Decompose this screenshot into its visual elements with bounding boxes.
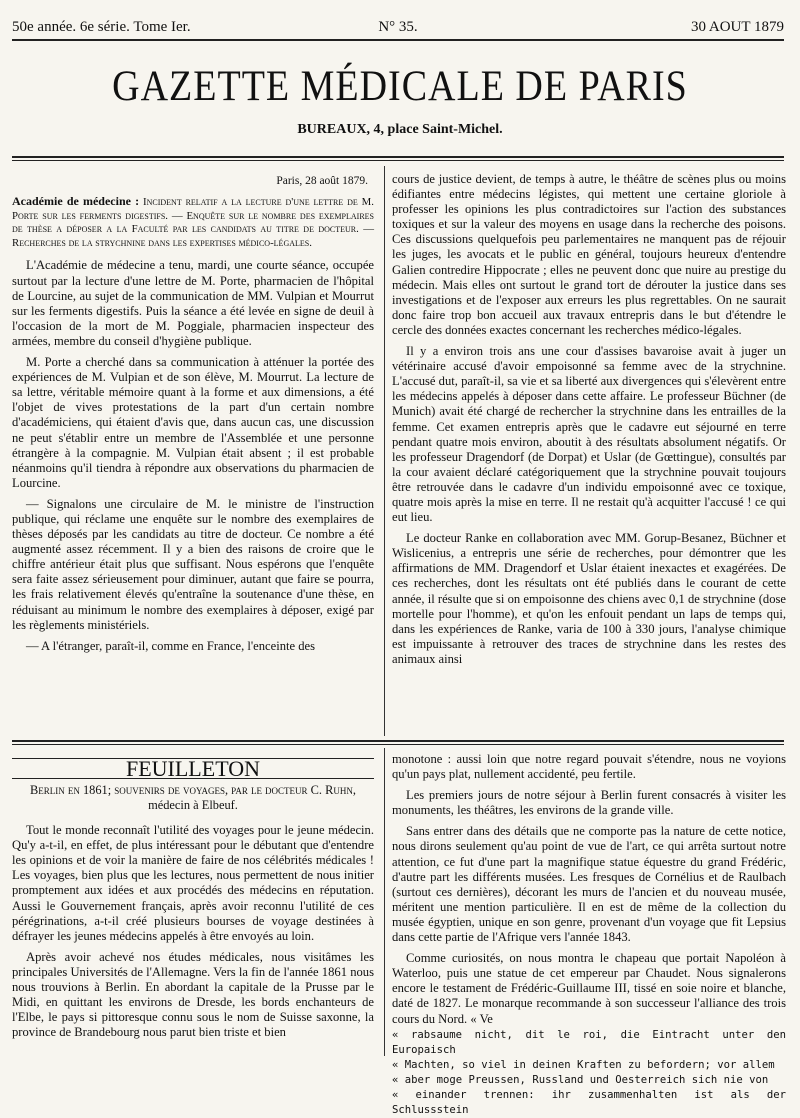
paragraph: Les premiers jours de notre séjour à Berlin furent consacrés à visiter les monuments, les théâtres, les environs de la grande ville. xyxy=(392,788,786,818)
masthead-rule-thin xyxy=(12,160,784,161)
quote-line: « aber moge Preussen, Russland und Oesterreich sich nie von xyxy=(392,1073,769,1086)
issue-number: N° 35. xyxy=(378,19,418,35)
summary-lead: Académie de médecine : xyxy=(12,194,140,209)
paragraph: Il y a environ trois ans une cour d'assises bavaroise avait à juger un vétérinaire accusé d'avoir empoisonné sa femme avec de la strychnine. L'accusé dut, paraît-il, sa vie et sa liberté aux divergences qui s'élevèrent entre les médecins appelés à déposer dans cette affaire. Le professeur Büchner (de Munich) avait été chargé de rechercher la strychnine dans les entrailles de la femme. Cet examen entrepris après que le cadavre eut séjourné en terre pendant quatre mois environ, aboutit à des résultats absolument négatifs. Or les professeur Dragendorf (de Dorpat) et Uslar (de Gœttingue), consultés par la cour avaient déclaré catégoriquement que la strychnine pouvait toujours être retrouvée dans le cadavre d'un individu empoisonné avec ce toxique, quatre mois après la mise en terre. Il ne restait qu'à acquitter l'accusé ! ce qui eut lieu. xyxy=(392,344,786,525)
feuilleton-subtitle-place: , médecin à Elbeuf. xyxy=(148,783,356,813)
feuilleton-subtitle-by: ; souvenirs de voyages, par le docteur xyxy=(107,783,311,798)
paragraph: Tout le monde reconnaît l'utilité des voyages pour le jeune médecin. Qu'y a-t-il, en effet, de plus intéressant pour le débutant que d'entendre les opinions et de voir la manière de faire de nos célébrités médicales ! Les voyages, bien plus que les lectures, nous permettent de nous initier promptement aux idées et aux procédés des médecins en réputation. Aussi le Gouvernement français, après avoir reconnu l'utilité de ces pérégrinations, a-t-il créé plusieurs bourses de voyage destinées à défrayer les jeunes médecins appelés à être envoyés au loin. xyxy=(12,823,374,943)
feuilleton-subtitle xyxy=(12,783,374,813)
feuilleton-column-1 xyxy=(12,752,374,1057)
paragraph: M. Porte a cherché dans sa communication à atténuer la portée des expériences de M. Vulpian et de son élève, M. Mourrut. La lecture de sa lettre, véritable mémoire quant à la forme et aux dimensions, a été l'objet de vives protestations de la part d'un certain nombre d'académiciens, qui étaient d'avis que, dans aucun cas, une discussion ne peut s'établir entre un membre de l'Assemblée et une personne étrangère à la compagnie. M. Vulpian était absent ; il est probable néanmoins qu'il tiendra à répondre aux observations du pharmacien de Lourcine. xyxy=(12,355,374,490)
issue-line xyxy=(12,6,784,41)
feuilleton-rule xyxy=(12,740,784,742)
paragraph: Le docteur Ranke en collaboration avec MM. Gorup-Besanez, Büchner et Wislicenius, a entrepris une série de recherches, pour démontrer que les affirmations de MM. Dragendorf et Uslar étaient inexactes et exagérées. De ces recherches, dont les résultats ont été publiés dans le courant de cette année, il résulte que si on empoisonne des chiens avec 0,1 de strychnine (dose mortelle pour l'homme), et qu'on les enfouit pendant un laps de temps qui, dans les expériences de Ranke, varia de 100 à 330 jours, l'analyse chimique est impuissante à retrouver des traces de strychnine dans les restes des animaux ainsi xyxy=(392,531,786,666)
journal-title: GAZETTE MÉDICALE DE PARIS xyxy=(112,61,688,111)
quote-line: « Machten, so viel in deinen Kraften zu befordern; vor allem xyxy=(392,1058,775,1071)
feuilleton-title: FEUILLETON xyxy=(12,758,374,779)
masthead-rule xyxy=(12,156,784,158)
quote-line: « rabsaume nicht, dit le roi, die Eintracht unter den Europaisch xyxy=(392,1028,786,1056)
quote-line: « einander trennen: ihr zusammenhalten ist als der Schlussstein xyxy=(392,1088,786,1117)
issue-volume: 50e année. 6e série. Tome Ier. xyxy=(12,19,191,35)
feuilleton-author: C. Ruhn xyxy=(310,783,353,798)
paragraph: monotone : aussi loin que notre regard pouvait s'étendre, nous ne voyions qu'un pays plat, nullement accidenté, peu fertile. xyxy=(392,752,786,782)
issue-date: 30 AOUT 1879 xyxy=(690,19,784,35)
feuilleton-subtitle-title: Berlin en 1861 xyxy=(30,783,108,798)
journal-address: BUREAUX, 4, place Saint-Michel. xyxy=(297,122,503,137)
article-dateline: Paris, 28 août 1879. xyxy=(276,175,368,187)
feuilleton-divider xyxy=(384,748,385,1056)
paragraph: cours de justice devient, de temps à autre, le théâtre de scènes plus ou moins édifiantes entre médecins légistes, qui mettent une certaine gloriole à professer les opinions les plus contradictoires sur l'action des substances toxiques et sur la valeur des moyens en usage dans la recherche des poisons. Ces discussions quelquefois peu parlementaires ne manquent pas de réjouir les juges, les avocats et le public en général, toujours heureux d'entendre Galien contredire Hippocrate ; elles ne peuvent donc que nuire au prestige du médecin. Mais elles ont surtout le grand tort de dérouter la justice dans ses investigations et de l'exposer aux erreurs les plus regrettables. On ne saurait donc faire trop bon accueil aux travaux entrepris dans le but d'étendre le cercle des données exactes concernant les recherches médico-légales. xyxy=(392,172,786,337)
paragraph: L'Académie de médecine a tenu, mardi, une courte séance, occupée surtout par la lecture d'une lettre de M. Porte, pharmacien de l'hôpital de Lourcine, au sujet de la communication de MM. Vulpian et Mourrut sur les ferments digestifs. Puis la séance a été levée en signe de deuil à l'occasion de la mort de M. Poggiale, pharmacien inspecteur des armées, membre du conseil d'hygiène publique. xyxy=(12,258,374,348)
paragraph: Comme curiosités, on nous montra le chapeau que portait Napoléon à Waterloo, puis une statue de cet empereur par Chaudet. Nous signalerons encore le testament de Frédéric-Guillaume III, tissé en soie noire et blanche, daté de 1827. Le monarque recommande à son successeur l'alliance des trois cours du Nord. « Ve xyxy=(392,951,786,1026)
summary-text: Incident relatif a la lecture d'une lettre de M. Porte sur les ferments digestifs. — Enquête sur le nombre des exemplaires de thèse a déposer a la Faculté par les candidats au titre de docteur. — Recherches de la strychnine dans les expertises médico-légales. xyxy=(12,196,374,249)
paragraph: Sans entrer dans des détails que ne comporte pas la nature de cette notice, nous dirons seulement qu'au point de vue de l'art, ce qui arrêta surtout notre attention, ce fut d'une part la magnifique statue équestre du grand Frédéric, d'autre part les différents musées. Les fresques de Cornélius et de Raulbach (surtout ces dernières), décorant les murs de l'ancien et du nouveau musée, méritent une mention particulière. Il en est de même de la collection du musée égyptien, unique en son genre, provenant d'un voyage que fit Lepsius dans cette partie de l'Afrique vers l'année 1843. xyxy=(392,824,786,945)
article-column-1 xyxy=(12,172,374,737)
column-divider xyxy=(384,166,385,736)
feuilleton-column-2 xyxy=(392,752,786,1117)
paragraph: — Signalons une circulaire de M. le ministre de l'instruction publique, qui réclame une enquête sur le nombre des exemplaires de thèses déposés par les candidats au titre de docteur. Ce nombre a été augmenté assez récemment. Il y a bien des raisons de croire que le chiffre antérieur était plus que suffisant. Nous espérons que l'enquête sera faite assez sérieusement pour diminuer, autant que faire se pourra, les frais relativement élevés qu'entraîne la soutenance d'une thèse, en réduisant au minimum le nombre des exemplaires à déposer, exigé par les règlements ministériels. xyxy=(12,496,374,632)
feuilleton-rule-thin xyxy=(12,744,784,745)
article-column-2 xyxy=(392,172,786,737)
article-summary xyxy=(12,195,374,250)
paragraph: — A l'étranger, paraît-il, comme en France, l'enceinte des xyxy=(26,638,316,653)
paragraph: Après avoir achevé nos études médicales, nous visitâmes les principales Universités de l'Allemagne. Vers la fin de l'année 1861 nous nous trouvions à Berlin. En abordant la capitale de la Prusse par le Midi, en quittant les environs de Dresde, les bords enchanteurs de l'Elbe, le pays si pittoresque connu sous le nom de Suisse saxonne, la province de Brandebourg nous parut bien triste et bien xyxy=(12,949,374,1040)
